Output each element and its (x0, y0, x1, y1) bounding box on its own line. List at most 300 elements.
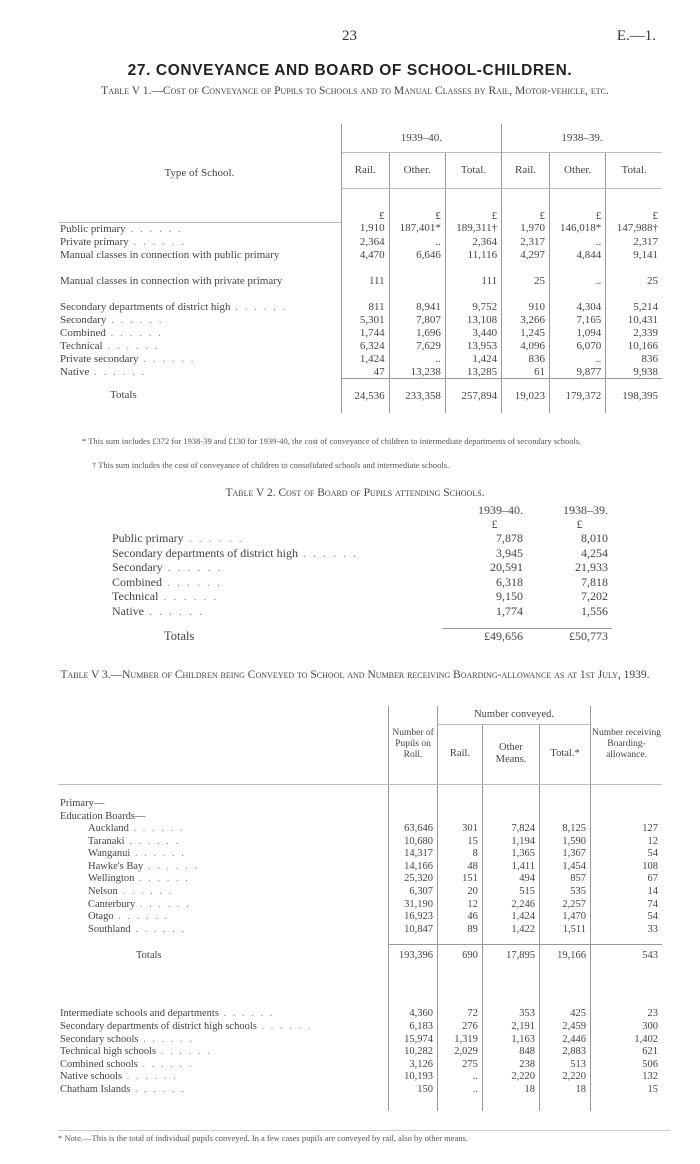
table-row (112, 531, 612, 546)
row-label-text: Native schools (60, 1071, 123, 1083)
table-cell: 6,070 (550, 340, 606, 353)
year-1938-39-header: 1938–39. (502, 124, 662, 152)
table-cell: 1,454 (540, 861, 591, 874)
table-cell: 31,190 (389, 899, 438, 912)
row-label (58, 1059, 389, 1072)
table-cell: 13,238 (389, 366, 445, 379)
row-label-text: Native (112, 603, 144, 618)
row-label-text: Wanganui (88, 848, 131, 860)
table-cell: 7,629 (389, 340, 445, 353)
table-cell: 6,318 (496, 574, 523, 589)
table1-note-dagger: † This sum includes the cost of conveyance of children to consolidated schools and intermediate schools. (92, 460, 450, 470)
table-cell: 7,818 (581, 574, 608, 589)
leader-dots: . . . . . . (134, 873, 190, 885)
table-cell: 1,319 (438, 1034, 483, 1047)
table3-totals-label: Totals (136, 950, 162, 962)
primary-section-label: Primary— (60, 798, 105, 809)
table-cell: .. (438, 1084, 483, 1097)
table-cell: 127 (591, 823, 662, 836)
row-label (58, 911, 389, 924)
row-label-text: Secondary departments of district high (60, 300, 231, 313)
table-cell: 4,304 (550, 301, 606, 314)
table-row (58, 301, 662, 314)
leader-dots: . . . . . . (144, 603, 204, 618)
row-label-text: Manual classes in connection with public primary (60, 248, 280, 261)
page-header (0, 28, 700, 48)
col-other-a: Other. (389, 152, 445, 188)
table-cell: 4,470 (341, 249, 389, 275)
table1-totals-label: Totals (110, 389, 137, 402)
table1-total-cell: 24,536 (341, 379, 389, 413)
leader-dots: . . . . . . (125, 222, 183, 235)
table-cell: 2,246 (482, 899, 539, 912)
table-row (58, 911, 662, 924)
table-cell: 18 (482, 1084, 539, 1097)
row-label-text: Secondary (60, 313, 107, 326)
row-label (58, 236, 341, 249)
table-cell: 25 (606, 275, 662, 301)
leader-dots: . . . . . . (128, 823, 185, 835)
table-cell: 1,511 (540, 924, 591, 937)
table3-caption: Table V 3.—Number of Children being Conveyed to School and Number receiving Boarding-allowance as at 1st July, 1939. (60, 669, 650, 681)
row-label-text: Public primary (60, 222, 126, 235)
table-cell: 300 (591, 1021, 662, 1034)
row-label (58, 327, 341, 340)
group-number-conveyed: Number conveyed. (438, 706, 591, 724)
table-cell: 6,183 (389, 1021, 438, 1034)
table-cell: 276 (438, 1021, 483, 1034)
table-cell: 1,744 (341, 327, 389, 340)
table-row (112, 589, 612, 604)
table1-caption: Table V 1.—Cost of Conveyance of Pupils to Schools and to Manual Classes by Rail, Motor-vehicle, etc. (101, 85, 609, 97)
table-row (58, 1046, 662, 1059)
table-cell: 61 (502, 366, 550, 379)
leader-dots: . . . . . . (122, 1071, 178, 1083)
table-cell: 2,459 (540, 1021, 591, 1034)
leader-dots: . . . . . . (230, 300, 288, 313)
table-cell: 8,010 (581, 531, 608, 545)
row-label-text: Intermediate schools and departments (60, 1008, 219, 1020)
table-row (58, 222, 662, 236)
table-cell: 1,424 (445, 353, 501, 366)
table-cell: 111 (341, 275, 389, 301)
table-cell: 811 (341, 301, 389, 314)
year-1939-40-header: 1939–40. (341, 124, 501, 152)
table2-totals-label: Totals (164, 628, 195, 643)
leader-dots: . . . . . . (106, 313, 164, 326)
table-cell: 1,910 (341, 222, 389, 236)
table-cell: 836 (502, 353, 550, 366)
table-cell: 3,266 (502, 314, 550, 327)
table-cell: 2,317 (502, 236, 550, 249)
row-label (58, 340, 341, 353)
row-label (58, 1034, 389, 1047)
row-label (58, 353, 341, 366)
leader-dots: . . . . . . (128, 235, 186, 248)
leader-dots: . . . . . . (138, 352, 196, 365)
table-row (58, 1021, 662, 1034)
table-cell: 2,364 (341, 236, 389, 249)
row-label (58, 924, 389, 937)
row-label (58, 222, 341, 236)
table-cell (389, 275, 445, 301)
table-cell: 189,311† (445, 222, 501, 236)
table-cell: 9,141 (606, 249, 662, 275)
table2-total-b: £50,773 (527, 628, 612, 644)
table-row (112, 604, 612, 619)
table-cell: 6,307 (389, 886, 438, 899)
table-cell: 4,096 (502, 340, 550, 353)
table-cell: .. (550, 275, 606, 301)
col-total: Total.* (540, 724, 591, 784)
table-row (58, 848, 662, 861)
leader-dots: . . . . . . (256, 1020, 313, 1032)
table-cell: 1,970 (502, 222, 550, 236)
table-cell: .. (438, 1071, 483, 1084)
table-cell: 10,431 (606, 314, 662, 327)
table-cell: 132 (591, 1071, 662, 1084)
table-cell: 9,877 (550, 366, 606, 379)
table-row (58, 823, 662, 836)
row-label-text: Private secondary (60, 352, 139, 365)
leader-dots: . . . . . . (130, 923, 187, 935)
table1-total-cell: 257,894 (445, 379, 501, 413)
table-cell: 1,470 (540, 911, 591, 924)
leader-dots: . . . . . . (158, 589, 219, 603)
table-cell: 4,254 (581, 545, 608, 560)
table-cell: 13,108 (445, 314, 501, 327)
table-cell: .. (550, 353, 606, 366)
table2-year-a: 1939–40. (478, 503, 523, 518)
row-label-text: Taranaki (88, 835, 125, 847)
table-cell: 47 (341, 366, 389, 379)
table-cell: 15 (438, 836, 483, 849)
table-cell: 72 (438, 1008, 483, 1021)
table-cell: 494 (482, 873, 539, 886)
unit-label: £ (550, 188, 606, 222)
table-cell: 14,166 (389, 861, 438, 874)
col-other-b: Other. (550, 152, 606, 188)
row-label (58, 1008, 389, 1021)
table-row (112, 560, 612, 575)
row-label-text: Hawke's Bay (88, 860, 144, 872)
leader-dots: . . . . . . (130, 1083, 186, 1095)
table-cell: 147,988† (606, 222, 662, 236)
col-pupils-on-roll: Number of Pupils on Roll. (389, 706, 438, 784)
table-row (58, 1071, 662, 1084)
table3-total-cell: 193,396 (389, 944, 438, 968)
table-cell: 150 (389, 1084, 438, 1097)
table2 (112, 504, 612, 644)
table-cell: 10,680 (389, 836, 438, 849)
row-label (58, 823, 389, 836)
table-cell: 1,245 (502, 327, 550, 340)
row-label (58, 836, 389, 849)
table3-total-cell: 17,895 (482, 944, 539, 968)
col-rail-b: Rail. (502, 152, 550, 188)
table-cell: 1,194 (482, 836, 539, 849)
table-row (58, 340, 662, 353)
row-label-text: Southland (88, 923, 131, 935)
table-cell: 14 (591, 886, 662, 899)
unit-label: £ (389, 188, 445, 222)
table1-note-star: * This sum includes £372 for 1938-39 and £130 for 1939-40, the cost of conveyance of children to intermediate departments of secondary schools. (82, 436, 582, 446)
table-cell: 54 (591, 911, 662, 924)
table-cell: 515 (482, 886, 539, 899)
table3 (58, 706, 662, 1111)
table-cell: 1,402 (591, 1034, 662, 1047)
row-label (112, 546, 442, 561)
table-cell: 13,285 (445, 366, 501, 379)
table-cell: 18 (540, 1084, 591, 1097)
table-cell: 54 (591, 848, 662, 861)
table-cell: 111 (445, 275, 501, 301)
table-row (58, 353, 662, 366)
row-label-text: Secondary (112, 560, 163, 574)
table-cell: 25 (502, 275, 550, 301)
table-cell: 8 (438, 848, 483, 861)
table-cell: 146,018* (550, 222, 606, 236)
leader-dots: . . . . . . (117, 886, 174, 898)
row-label (58, 301, 341, 314)
table-cell: 848 (482, 1046, 539, 1059)
table-cell: 2,317 (606, 236, 662, 249)
row-label (58, 314, 341, 327)
row-label (58, 1046, 389, 1059)
row-label-text: Private primary (60, 235, 129, 248)
row-label (58, 366, 341, 379)
unit-label: £ (341, 188, 389, 222)
table3-total-cell: 543 (591, 944, 662, 968)
table-cell: 2,191 (482, 1021, 539, 1034)
table-cell: 353 (482, 1008, 539, 1021)
table-row (58, 861, 662, 874)
table1-total-cell: 233,358 (389, 379, 445, 413)
table-cell: 1,422 (482, 924, 539, 937)
col-rail: Rail. (438, 724, 483, 784)
row-label-text: Manual classes in connection with private primary (60, 274, 283, 287)
row-label (58, 249, 341, 275)
col-boarding-allowance: Number receiving Boarding-allowance. (591, 706, 662, 784)
table1 (58, 124, 662, 413)
table3-note: * Note.—This is the total of individual pupils conveyed. In a few cases pupils are conveyed by rail, also by other means. (58, 1130, 670, 1144)
row-label-text: Secondary departments of district high (112, 545, 298, 560)
table-cell: 1,696 (389, 327, 445, 340)
unit-label: £ (576, 516, 583, 531)
table-cell: 5,301 (341, 314, 389, 327)
table-cell: 7,202 (581, 589, 608, 603)
table-cell: 7,824 (482, 823, 539, 836)
table2-year-b: 1938–39. (563, 503, 608, 518)
education-boards-label: Education Boards— (60, 810, 146, 822)
leader-dots: . . . . . . (137, 1058, 194, 1070)
table-cell: 25,320 (389, 873, 438, 886)
leader-dots: . . . . . . (138, 1033, 194, 1045)
table-cell: 67 (591, 873, 662, 886)
table-cell: 1,774 (496, 603, 523, 618)
row-label (58, 848, 389, 861)
table-cell: 1,411 (482, 861, 539, 874)
table-row (58, 1059, 662, 1072)
row-label (58, 1071, 389, 1084)
table-cell: 506 (591, 1059, 662, 1072)
row-label (58, 1021, 389, 1034)
table1-total-cell: 198,395 (606, 379, 662, 413)
table-row (58, 327, 662, 340)
table-row (58, 1084, 662, 1097)
table-row (58, 836, 662, 849)
document-reference: E.—1. (616, 28, 656, 44)
table-cell: 1,365 (482, 848, 539, 861)
table-cell: 3,440 (445, 327, 501, 340)
table-cell: 14,317 (389, 848, 438, 861)
table-cell: 89 (438, 924, 483, 937)
table1-total-cell: 179,372 (550, 379, 606, 413)
col-total-a: Total. (445, 152, 501, 188)
table-cell: 425 (540, 1008, 591, 1021)
table2-caption: Table V 2. Cost of Board of Pupils attending Schools. (225, 487, 485, 499)
row-label-text: Wellington (88, 873, 135, 885)
table-cell: 2,257 (540, 899, 591, 912)
table-cell: 2,446 (540, 1034, 591, 1047)
table-row (58, 1008, 662, 1021)
leader-dots: . . . . . . (130, 848, 186, 860)
table-cell: 151 (438, 873, 483, 886)
table-cell: 4,360 (389, 1008, 438, 1021)
table-cell: 74 (591, 899, 662, 912)
row-label-text: Technical (60, 339, 103, 352)
table-cell: 3,945 (496, 545, 523, 560)
unit-label: £ (491, 516, 498, 531)
table-cell: 10,282 (389, 1046, 438, 1059)
table-cell: 8,941 (389, 301, 445, 314)
table3-total-cell: 690 (438, 944, 483, 968)
table-cell: 2,220 (540, 1071, 591, 1084)
leader-dots: . . . . . . (102, 339, 160, 352)
table-cell: 1,367 (540, 848, 591, 861)
row-label (58, 1084, 389, 1097)
leader-dots: . . . . . . (297, 545, 358, 560)
table-cell: .. (389, 353, 445, 366)
section-title: 27. CONVEYANCE AND BOARD OF SCHOOL-CHILDREN. (127, 62, 573, 79)
col-rail-a: Rail. (341, 152, 389, 188)
table-cell: 2,220 (482, 1071, 539, 1084)
table-cell: .. (389, 236, 445, 249)
row-label (112, 560, 442, 575)
leader-dots: . . . . . . (143, 860, 199, 872)
leader-dots: . . . . . . (162, 560, 223, 574)
page-number: 23 (342, 28, 357, 44)
table-cell: 8,125 (540, 823, 591, 836)
leader-dots: . . . . . . (218, 1008, 275, 1020)
row-label-text: Combined schools (60, 1058, 138, 1070)
leader-dots: . . . . . . (124, 835, 181, 847)
table-cell: 513 (540, 1059, 591, 1072)
table-cell: 46 (438, 911, 483, 924)
table3-total-cell: 19,166 (540, 944, 591, 968)
table-cell: 33 (591, 924, 662, 937)
leader-dots: . . . . . . (113, 911, 170, 923)
table-cell: 3,126 (389, 1059, 438, 1072)
table-row (58, 1034, 662, 1047)
table-cell: 16,923 (389, 911, 438, 924)
row-label-text: Technical (112, 589, 159, 603)
table-row (58, 873, 662, 886)
row-label (58, 873, 389, 886)
table-cell: 1,590 (540, 836, 591, 849)
table-cell: 10,193 (389, 1071, 438, 1084)
row-label (112, 531, 442, 546)
row-label (58, 886, 389, 899)
table-cell: 10,166 (606, 340, 662, 353)
table-cell: 910 (502, 301, 550, 314)
table-cell: 275 (438, 1059, 483, 1072)
table-cell: 4,297 (502, 249, 550, 275)
table-row (58, 236, 662, 249)
row-label (112, 589, 442, 604)
table-row (58, 249, 662, 275)
row-label-text: Combined (60, 326, 106, 339)
table-cell: 15,974 (389, 1034, 438, 1047)
col-other-means: Other Means. (482, 724, 539, 784)
table-cell: 20,591 (490, 560, 523, 574)
row-label-text: Canterbury (88, 898, 136, 910)
table-row (58, 899, 662, 912)
table-cell: 1,094 (550, 327, 606, 340)
table-cell: 535 (540, 886, 591, 899)
table-cell: 4,844 (550, 249, 606, 275)
table-cell: 301 (438, 823, 483, 836)
table-cell: 2,029 (438, 1046, 483, 1059)
table-cell: 108 (591, 861, 662, 874)
table-cell: 7,165 (550, 314, 606, 327)
table-cell: 12 (438, 899, 483, 912)
row-label-text: Secondary departments of district high schools (60, 1020, 257, 1032)
table-cell: 2,883 (540, 1046, 591, 1059)
table-cell: 5,214 (606, 301, 662, 314)
table-cell: 857 (540, 873, 591, 886)
table-cell: 48 (438, 861, 483, 874)
table-cell: 21,933 (575, 560, 608, 574)
table-cell: 11,116 (445, 249, 501, 275)
table-cell: 2,339 (606, 327, 662, 340)
table-row (112, 575, 612, 590)
table-cell: 63,646 (389, 823, 438, 836)
row-label (58, 861, 389, 874)
table-cell: 9,752 (445, 301, 501, 314)
table-cell: 836 (606, 353, 662, 366)
table-cell: 9,938 (606, 366, 662, 379)
table-row (58, 366, 662, 379)
table-cell: 238 (482, 1059, 539, 1072)
row-label-text: Combined (112, 574, 162, 589)
table-row (58, 314, 662, 327)
unit-label: £ (502, 188, 550, 222)
row-label-text: Chatham Islands (60, 1083, 131, 1095)
table-cell: 7,878 (496, 531, 523, 545)
table-cell: 1,163 (482, 1034, 539, 1047)
table-cell: 187,401* (389, 222, 445, 236)
row-label (112, 575, 442, 590)
table-cell: 6,324 (341, 340, 389, 353)
table-cell: 1,424 (482, 911, 539, 924)
row-label (58, 899, 389, 912)
row-label (58, 275, 341, 301)
table-cell: 23 (591, 1008, 662, 1021)
row-label-text: Secondary schools (60, 1033, 139, 1045)
table-cell: 1,424 (341, 353, 389, 366)
leader-dots: . . . . . . (105, 326, 163, 339)
